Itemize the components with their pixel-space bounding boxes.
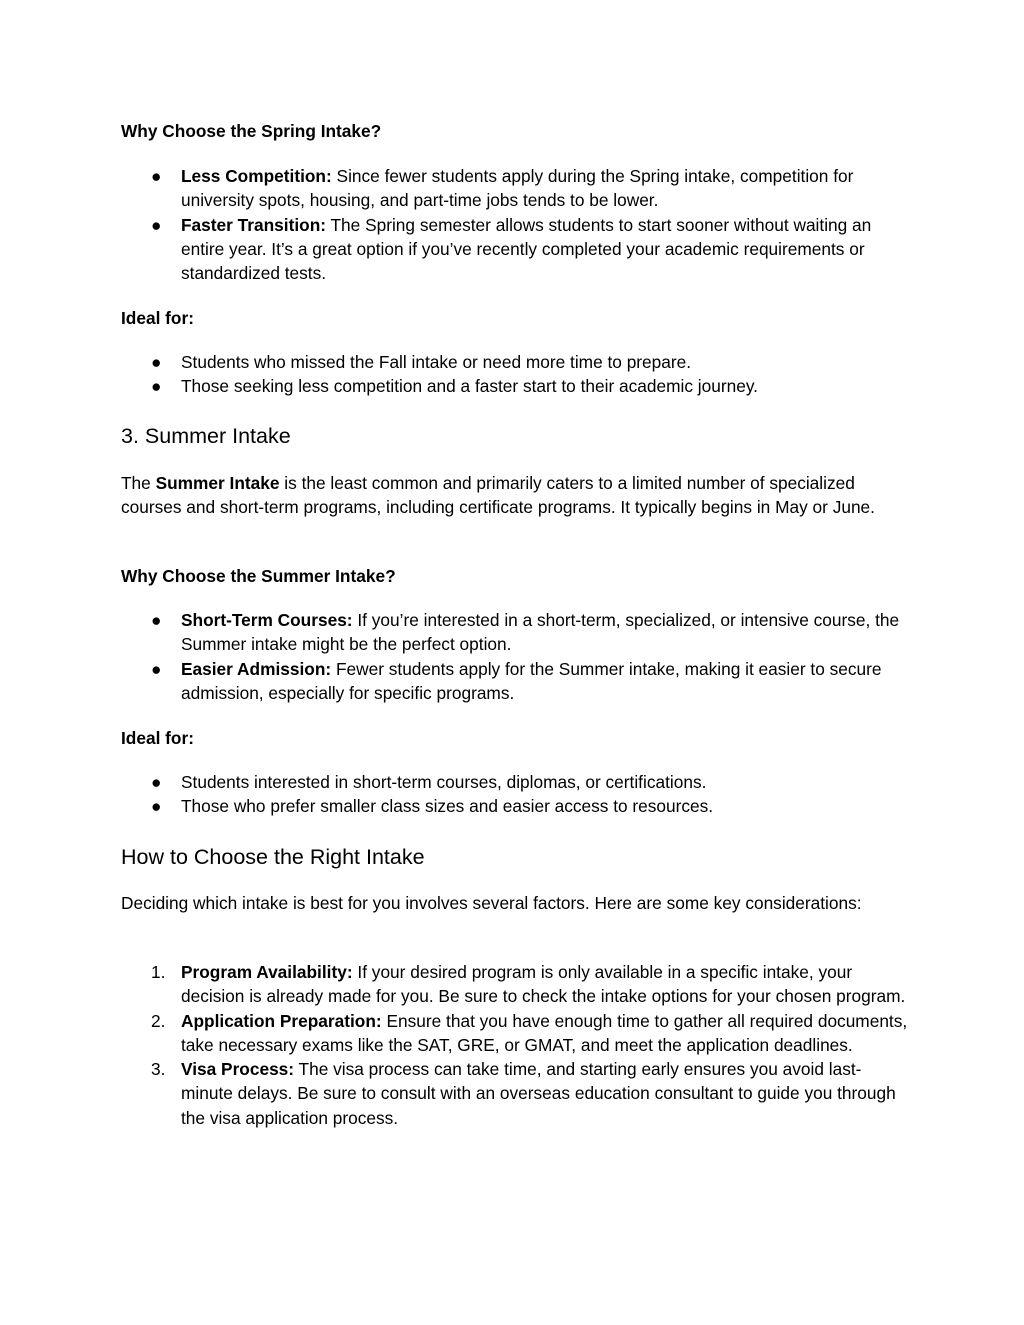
- bullet-label: Faster Transition:: [181, 214, 326, 235]
- item-text: Ensure that you have enough time to gather all required documents, take necessary exams like the SAT, GRE, or GMAT, and meet the application deadlines.: [181, 1010, 908, 1055]
- spring-why-heading: Why Choose the Spring Intake?: [121, 121, 382, 141]
- summer-why-list: [121, 608, 911, 705]
- bullet-icon: ●: [151, 796, 162, 817]
- spring-why-list: [121, 164, 911, 285]
- item-text: If your desired program is only available in a specific intake, your decision is already made for you. Be sure to check the intake options for your chosen program.: [181, 962, 906, 1007]
- bullet-icon: ●: [151, 658, 162, 679]
- list-number: 1.: [151, 962, 166, 982]
- list-number: 2.: [151, 1010, 166, 1031]
- summer-ideal-list: [121, 770, 911, 819]
- item-label: Visa Process:: [181, 1059, 295, 1080]
- list-item: [121, 657, 911, 706]
- bullet-icon: ●: [151, 166, 162, 186]
- summer-section-title: 3. Summer Intake: [121, 424, 291, 448]
- bullet-text: If you’re interested in a short-term, specialized, or intensive course, the Summer intake might be the perfect option.: [181, 610, 900, 655]
- bullet-icon: ●: [151, 352, 162, 372]
- list-item: ● Students interested in short-term courses, diplomas, or certifications.: [121, 770, 911, 794]
- bullet-icon: ●: [151, 376, 162, 397]
- item-text: The visa process can take time, and starting early ensures you avoid last-minute delays. Be sure to consult with an overseas education consultant to guide you through the visa application process.: [181, 1059, 896, 1128]
- choose-section-title: How to Choose the Right Intake: [121, 845, 425, 869]
- summer-intro: The Summer Intake is the least common and primarily caters to a limited number of specialized courses and short-term programs, including certificate programs. It typically begins in May or June.: [121, 473, 875, 518]
- list-item: [121, 164, 911, 213]
- bullet-icon: ●: [151, 214, 162, 235]
- choose-intro: Deciding which intake is best for you involves several factors. Here are some key considerations:: [121, 893, 862, 913]
- bullet-text: Since fewer students apply during the Spring intake, competition for university spots, housing, and part-time jobs tends to be lower.: [181, 166, 854, 211]
- spring-ideal-list: [121, 350, 911, 399]
- list-item: [121, 608, 911, 657]
- bullet-label: Easier Admission:: [181, 658, 332, 679]
- spring-ideal-heading: Ideal for:: [121, 308, 194, 328]
- bullet-label: Short-Term Courses:: [181, 610, 353, 630]
- bullet-label: Less Competition:: [181, 166, 332, 186]
- item-label: Application Preparation:: [181, 1010, 382, 1031]
- summer-why-heading: Why Choose the Summer Intake?: [121, 566, 396, 586]
- choose-list: [121, 960, 911, 1130]
- bullet-text: Fewer students apply for the Summer intake, making it easier to secure admission, especially for specific programs.: [181, 658, 882, 703]
- list-item: [121, 960, 911, 1009]
- list-item: [121, 1057, 911, 1130]
- bullet-icon: ●: [151, 610, 162, 630]
- list-number: 3.: [151, 1059, 166, 1080]
- list-item: ● Those seeking less competition and a faster start to their academic journey.: [121, 374, 911, 398]
- summer-ideal-heading: Ideal for:: [121, 728, 194, 748]
- item-label: Program Availability:: [181, 962, 353, 982]
- list-item: ● Those who prefer smaller class sizes and easier access to resources.: [121, 794, 911, 818]
- list-item: [121, 1009, 911, 1058]
- list-item: [121, 213, 911, 286]
- list-item: ● Students who missed the Fall intake or need more time to prepare.: [121, 350, 911, 374]
- bullet-icon: ●: [151, 772, 162, 792]
- bullet-text: The Spring semester allows students to start sooner without waiting an entire year. It’s a great option if you’ve recently completed your academic requirements or standardized tests.: [181, 214, 872, 284]
